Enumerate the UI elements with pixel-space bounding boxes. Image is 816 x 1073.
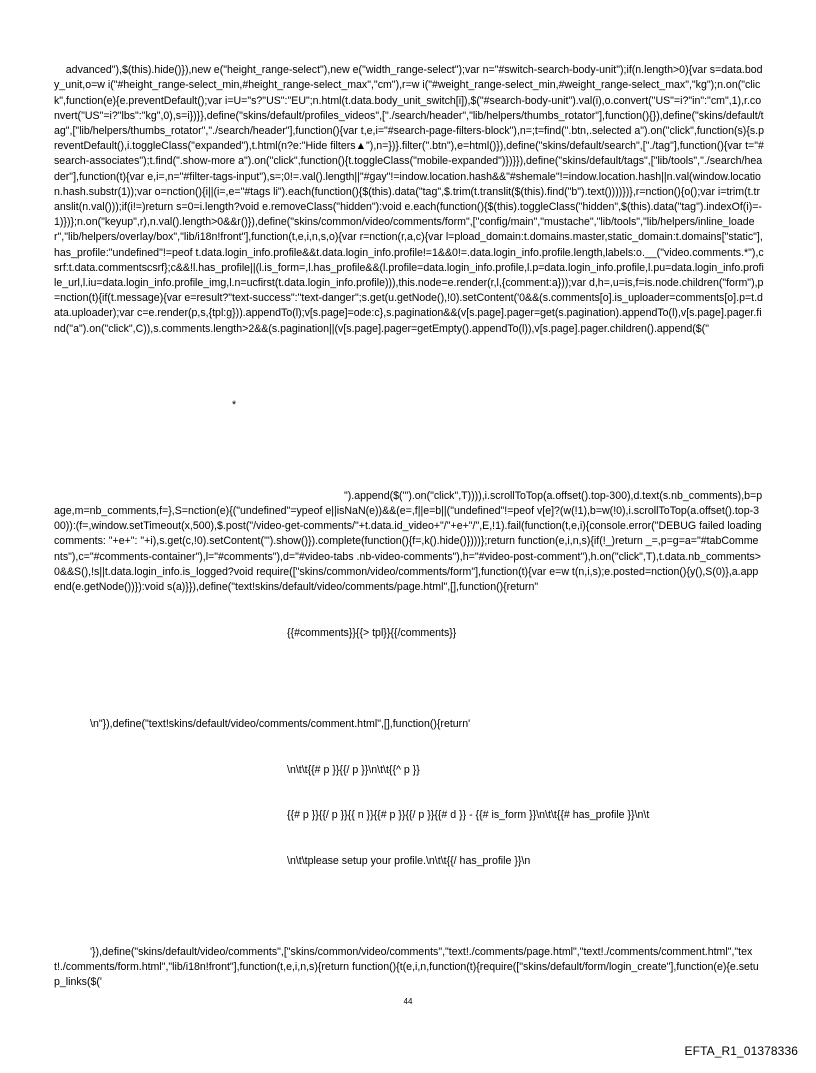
closing-text: '}),define("skins/default/video/comments",["skins/common/video/comments","text!./comments/page.html","text!./comments/comment.html","text!./comments/form.html","lib/i18n!front"],function(t,e,i,n,s){return function(){t(e,i,n,function(t){require(["skins/default/form/login_create"],function(e){e.setup_links($(' (54, 945, 759, 989)
page-number: 44 (403, 997, 413, 1006)
template-line-3: {{# p }}{{/ p }}{{ n }}{{# p }}{{/ p }}{{# d }} - {{# is_form }}\n\t\t{{# has_profile }}\n\t (287, 809, 650, 822)
code-text-body (54, 48, 764, 1021)
indent-line-1: \n"}),define("text!skins/default/video/comments/comment.html",[],function(){return' (90, 717, 471, 730)
body-text: advanced"),$(this).hide()}),new e("height_range-select"),new e("width_range-select");var n="#switch-search-body-unit");if(n.length>0){var s=data.body_unit,o=w i("#height_range-select_min,#height_range-select_max","cm"),r=w i("#weight_range-select_min,#weight_range-select_max","kg");n.on("click",function(e){e.preventDefault();var i=U="s?"US":"EU";n.html(t.data.body_unit_switch[i]),$("#search-body-unit").val(i),o.convert("US"=i?"in":"cm",1),r.convert("US"=i?"lbs":"kg",0),s=i})}},define("skins/default/profiles_videos",["./search/header","lib/helpers/thumbs_rotator"],function(){}),define("skins/default/tag",["lib/helpers/thumbs_rotator","./search/header"],function(){var t,e,i="#search-page-filters-block"),n=;t=find(".btn,.selected a").on("click",function(s){s.preventDefault(),i.toggleClass("expanded"),t.html(n?e:"Hide filters▲"),n=})}.filter(".btn"),e=html()}),define("skins/default/search",["./tag"],function(){var t="#search-associates");t.find(".show-more a").on("click",function(){t.toggleClass("mobile-expanded")})}}),define("skins/default/tags",["lib/tools","./search/header"],function(t){var e,i=,n="#filter-tags-input"),s=;0!=.val().length||"#gay"!=indow.location.hash&&"#shemale"!=indow.location.hash||n.val(window.location.hash.substr(1));var o=nction(){i||(i=,e="#tags li").each(function(){$(this).data("tag",$.trim(t.translit($(this).find("b").text())))})},r=nction(){o();var i=trim(t.translit(n.val()));if(i!=)return s=0=i.length?void e.removeClass("hidden"):void e.each(function(){$(this).toggleClass("hidden",$(this).data("tag").indexOf(i)=-1)})};n.on("keyup",r),n.val().length>0&&r()}),define("skins/common/video/comments/form",["config/main","mustache","lib/tools","lib/helpers/inline_loader","lib/helpers/overlay/box","lib/i18n!front"],function(t,e,i,n,s,o){var r=nction(r,a,c){var l=pload_domain:t.domains.master,static_domain:t.domains["static"],has_profile:"undefined"!=peof t.data.login_info.profile&&t.data.login_info.profile!=1&&0!=.data.login_info.profile.length,labels:o.__("video.comments.*"),csrf:t.data.commentscsrf};c&&!l.has_profile||(l.is_form=,l.has_profile&&(l.profile=data.login_info.profile,l.p=data.login_info.profile,l.pu=data.login_info.profile_url,l.iu=data.login_info.profile_img,l.n=ucfirst(t.data.login_info.profile))),this.node=e.render(r,l,{comment:a}));var d,h=,u=is,f=is.node.children("form"),p=nction(t){if(t.message){var e=result?"text-success":"text-danger";s.get(u.getNode(),!0).setContent('0&&(s.comments[o].is_uploader=comments[o].p=t.data.uploader);var c=e.render(p,s,{tpl:g})).appendTo(l);v[s.page]=ode:c},s.pagination&&(v[s.page].pager=get(s.pagination).appendTo(l),v[s.page].pager.find("a").on("click",C)),s.comments.length>2&&(s.pagination||(v[s.page].pager=getEmpty().appendTo(l)),v[s.page].pager.children().append($(" (54, 64, 764, 335)
mid-text: ").append($('").on("click",T)))),i.scrollToTop(a.offset().top-300),d.text(s.nb_comments),b=page,m=nb_comments,f=},S=nction(e){("undefined"=ypeof e||isNaN(e))&&(e=,f||e=b||("undefined"!=peof v[e]?(w(!1),b=w(!0),i.scrollToTop(a.offset().top-300)):(f=,window.setTimeout(x,500),$.post("/video-get-comments/"+t.data.id_video+"/"+e+"/",E,!1).fail(function(t,e,i){console.error("DEBUG failed loading comments: "+e+": "+i),s.get(c,!0).setContent('").show()}).complete(function(){f=,k().hide()})))};return function(e,i,n,s){if(!_)return _=,p=g=a="#tabComments"),c="#comments-container"),l="#comments"),d="#video-tabs .nb-video-comments"),h="#video-post-comment"),h.on("click",T),t.data.nb_comments>0&&S(),!s||t.data.login_info.is_logged?void require(["skins/common/video/comments/form"],function(t){var e=w t(n,i,s);e.posted=nction(){y(),S(0)},a.append(e.getNode())}):void s(a)}}),define("text!skins/default/video/comments/page.html",[],function(){return" (54, 489, 765, 594)
document-id: EFTA_R1_01378336 (684, 1044, 798, 1058)
centered-star: * (232, 398, 237, 411)
template-line-4: \n\t\tplease setup your profile.\n\t\t{{/ has_profile }}\n (287, 854, 531, 867)
template-line-2: \n\t\t{{# p }}{{/ p }}\n\t\t{{^ p }} (287, 763, 420, 776)
template-line-1: {{#comments}}{{> tpl}}{{/comments}} (287, 626, 457, 639)
